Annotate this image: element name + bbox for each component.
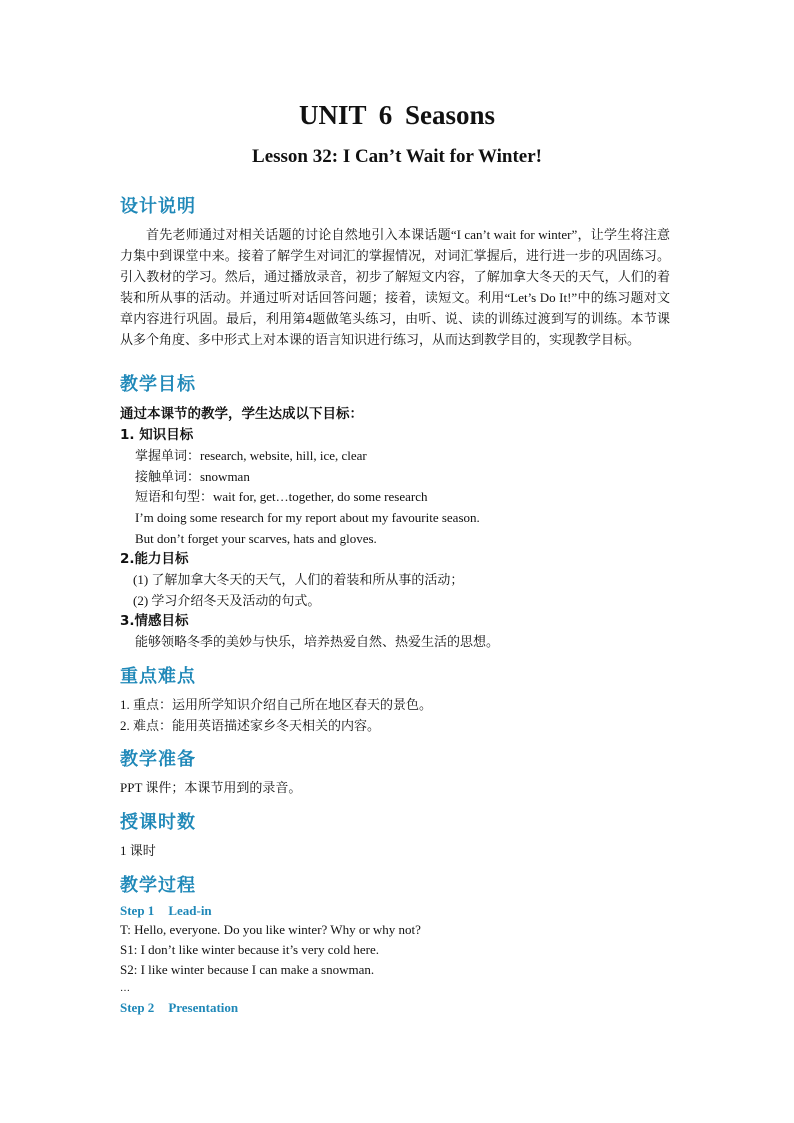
unit-title: UNIT 6 Seasons [298, 100, 496, 130]
knowledge-line: But don’t forget your scarves, hats and gloves. [135, 531, 377, 546]
design-heading: 设计说明 [120, 196, 196, 217]
prep-text: PPT 课件；本课节用到的录音。 [120, 780, 302, 795]
step-1-name: Lead-in [168, 903, 212, 918]
dialog-line: … [120, 983, 130, 994]
prep-heading: 教学准备 [120, 749, 196, 770]
emotion-title: 3.情感目标 [120, 613, 189, 629]
ability-line: (1) 了解加拿大冬天的天气，人们的着装和所从事的活动； [133, 572, 464, 587]
step-2-label: Step 2 [120, 1000, 155, 1015]
process-heading: 教学过程 [120, 875, 196, 896]
hours-text: 1 课时 [120, 843, 156, 858]
goals-heading: 教学目标 [120, 374, 196, 395]
lesson-title: Lesson 32: I Can’t Wait for Winter! [252, 146, 542, 167]
emotion-line: 能够领略冬季的美妙与快乐，培养热爱自然、热爱生活的思想。 [135, 634, 500, 649]
ability-title: 2.能力目标 [120, 551, 189, 567]
dialog-line: S1: I don’t like winter because it’s very cold here. [120, 942, 379, 957]
keypoint-line: 1. 重点：运用所学知识介绍自己所在地区春天的景色。 [120, 697, 433, 712]
knowledge-line: I’m doing some research for my report about my favourite season. [135, 510, 480, 525]
keypoints-heading: 重点难点 [120, 666, 196, 687]
design-paragraph: 首先老师通过对相关话题的讨论自然地引入本课话题“I can’t wait for winter”，让学生将注意力集中到课堂中来。接着了解学生对词汇的掌握情况，对词汇掌握后，进行进一步的巩固练习。引入教材的学习。然后，通过播放录音，初步了解短文内容，了解加拿大冬天的天气，人们的着装和所从事的活动。并通过听对话回答问题；接着，读短文。利用“Let’s Do It!”中的练习题对文章内容进行巩固。最后，利用第4题做笔头练习，由听、说、读的训练过渡到写的训练。本节课从多个角度、多中形式上对本课的语言知识进行练习，从而达到教学目的，实现教学目标。 [120, 227, 670, 347]
hours-heading: 授课时数 [120, 812, 196, 833]
step-2 [120, 1000, 238, 1016]
step-1 [120, 903, 212, 919]
keypoint-line: 2. 难点：能用英语描述家乡冬天相关的内容。 [120, 718, 381, 733]
step-1-label: Step 1 [120, 903, 155, 918]
dialog-line: T: Hello, everyone. Do you like winter? Why or why not? [120, 922, 421, 937]
goals-intro: 通过本课节的教学，学生达成以下目标： [120, 406, 363, 422]
ability-line: (2) 学习介绍冬天及活动的句式。 [133, 593, 321, 608]
knowledge-line: 短语和句型：wait for, get…together, do some research [135, 489, 428, 504]
dialog-line: S2: I like winter because I can make a snowman. [120, 962, 375, 977]
knowledge-line: 掌握单词：research, website, hill, ice, clear [135, 448, 367, 463]
step-2-name: Presentation [168, 1000, 239, 1015]
knowledge-title: 1. 知识目标 [120, 427, 194, 443]
knowledge-line: 接触单词：snowman [135, 469, 250, 484]
